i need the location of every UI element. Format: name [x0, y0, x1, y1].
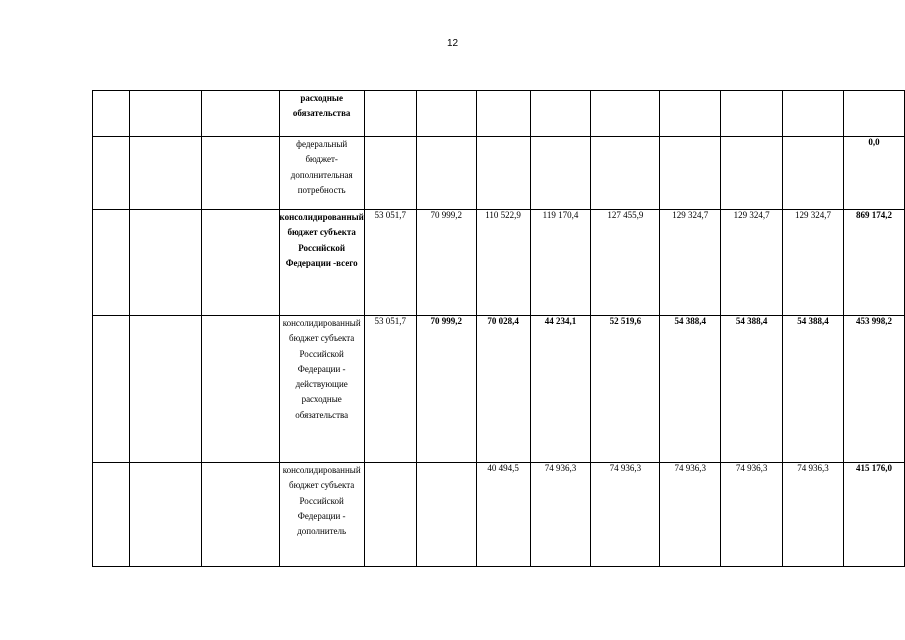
value-cell: 74 936,3: [591, 463, 660, 567]
empty-cell: [129, 316, 201, 463]
row-label: консолидированный бюджет субъекта Российской Федерации - действующие расходные обязательства: [279, 316, 364, 463]
value-cell: [591, 91, 660, 137]
empty-cell: [201, 91, 279, 137]
value-cell: 40 494,5: [476, 463, 530, 567]
budget-table: [92, 90, 905, 567]
empty-cell: [93, 137, 130, 210]
value-cell: 70 999,2: [416, 210, 476, 316]
page-number: 12: [446, 38, 459, 49]
empty-cell: [201, 463, 279, 567]
table-row: [93, 137, 905, 210]
value-cell: [364, 463, 416, 567]
value-cell: 74 936,3: [530, 463, 591, 567]
value-cell: 53 051,7: [364, 210, 416, 316]
row-label: расходные обязательства: [279, 91, 364, 137]
value-cell: 127 455,9: [591, 210, 660, 316]
value-cell: 129 324,7: [783, 210, 844, 316]
value-cell: [783, 137, 844, 210]
total-cell: 0,0: [844, 137, 905, 210]
value-cell: [530, 137, 591, 210]
empty-cell: [201, 210, 279, 316]
value-cell: 110 522,9: [476, 210, 530, 316]
value-cell: 44 234,1: [530, 316, 591, 463]
value-cell: 70 028,4: [476, 316, 530, 463]
value-cell: [364, 91, 416, 137]
value-cell: 54 388,4: [721, 316, 783, 463]
value-cell: 52 519,6: [591, 316, 660, 463]
value-cell: 74 936,3: [721, 463, 783, 567]
value-cell: 54 388,4: [783, 316, 844, 463]
empty-cell: [129, 210, 201, 316]
table-body: [93, 91, 905, 567]
value-cell: [476, 137, 530, 210]
row-label: федеральный бюджет-дополнительная потребность: [279, 137, 364, 210]
value-cell: 70 999,2: [416, 316, 476, 463]
value-cell: [660, 137, 721, 210]
value-cell: [364, 137, 416, 210]
value-cell: [783, 91, 844, 137]
table-row: [93, 463, 905, 567]
total-cell: 415 176,0: [844, 463, 905, 567]
table-row: [93, 316, 905, 463]
total-cell: 453 998,2: [844, 316, 905, 463]
empty-cell: [129, 137, 201, 210]
empty-cell: [93, 316, 130, 463]
table-row: [93, 210, 905, 316]
value-cell: [416, 137, 476, 210]
empty-cell: [93, 210, 130, 316]
total-cell: 869 174,2: [844, 210, 905, 316]
empty-cell: [93, 463, 130, 567]
row-label: консолидированный бюджет субъекта Российской Федерации - дополнитель: [279, 463, 364, 567]
empty-cell: [129, 91, 201, 137]
empty-cell: [201, 137, 279, 210]
total-cell: [844, 91, 905, 137]
empty-cell: [129, 463, 201, 567]
value-cell: [530, 91, 591, 137]
value-cell: 74 936,3: [660, 463, 721, 567]
row-label: консолидированный бюджет субъекта Российской Федерации -всего: [279, 210, 364, 316]
value-cell: [416, 91, 476, 137]
empty-cell: [201, 316, 279, 463]
value-cell: 129 324,7: [721, 210, 783, 316]
table-row: [93, 91, 905, 137]
value-cell: 74 936,3: [783, 463, 844, 567]
value-cell: [476, 91, 530, 137]
value-cell: [591, 137, 660, 210]
value-cell: [416, 463, 476, 567]
value-cell: 129 324,7: [660, 210, 721, 316]
value-cell: [721, 91, 783, 137]
value-cell: 119 170,4: [530, 210, 591, 316]
empty-cell: [93, 91, 130, 137]
value-cell: [660, 91, 721, 137]
value-cell: [721, 137, 783, 210]
value-cell: 53 051,7: [364, 316, 416, 463]
value-cell: 54 388,4: [660, 316, 721, 463]
